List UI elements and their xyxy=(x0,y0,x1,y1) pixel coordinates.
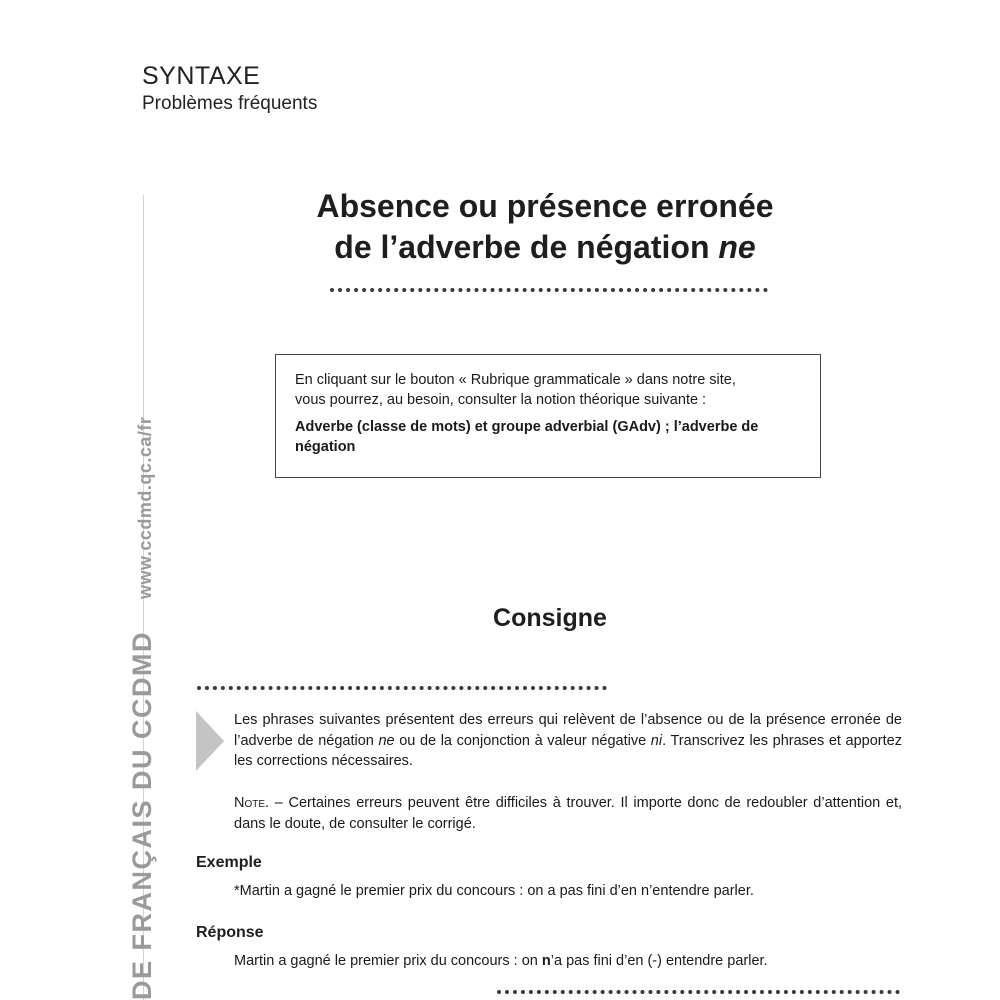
bottom-dotted-divider xyxy=(497,990,900,994)
info-notion: Adverbe (classe de mots) et groupe adverbial (GAdv) ; l’adverbe de négation xyxy=(295,419,759,455)
sidebar-url: www.ccdmd.qc.ca/fr xyxy=(135,416,155,599)
title-line-2-text: de l’adverbe de négation xyxy=(334,229,719,265)
title-line-2-emphasis: ne xyxy=(718,229,756,265)
sidebar-title: DE FRANÇAIS DU CCDMD xyxy=(127,631,157,1000)
reponse-correction: n xyxy=(541,953,551,969)
info-box xyxy=(275,354,821,478)
title-line-1: Absence ou présence erronée xyxy=(316,188,774,224)
consigne-text-b: ou de la conjonction à valeur négative xyxy=(394,732,651,749)
consigne-text-c: . Transcrivez les phrases et apportez les corrections nécessaires. xyxy=(234,732,902,769)
consigne-paragraph xyxy=(234,710,902,772)
info-line-2: vous pourrez, au besoin, consulter la notion théorique suivante : xyxy=(295,391,707,408)
section-name: SYNTAXE xyxy=(142,62,261,90)
reponse-text xyxy=(234,953,768,969)
reponse-text-a: Martin a gagné le premier prix du concours : on xyxy=(234,953,542,969)
consigne-text-a: Les phrases suivantes présentent des erreurs qui relèvent de l’absence ou de la présence erronée de l’adverbe de négation xyxy=(234,712,902,749)
exemple-text: *Martin a gagné le premier prix du concours : on a pas fini d’en n’entendre parler. xyxy=(234,883,754,899)
arrow-right-icon xyxy=(196,711,224,771)
consigne-em-ni: ni xyxy=(650,732,663,749)
subsection-name: Problèmes fréquents xyxy=(142,93,318,114)
sidebar-text xyxy=(127,417,158,1000)
reponse-label: Réponse xyxy=(196,924,264,941)
note-text: – Certaines erreurs peuvent être difficiles à trouver. Il importe donc de redoubler d’attention et, dans le doute, de consulter le corrigé. xyxy=(234,795,902,832)
title-dotted-divider xyxy=(330,288,768,292)
title-line-2 xyxy=(300,227,790,268)
consigne-heading: Consigne xyxy=(493,604,607,632)
consigne-dotted-divider xyxy=(197,686,607,690)
exemple-label: Exemple xyxy=(196,854,262,871)
reponse-text-b: ’a pas fini d’en (-) entendre parler. xyxy=(550,953,768,969)
page-title xyxy=(300,186,790,268)
note-label: Note. xyxy=(234,795,270,811)
consigne-em-ne: ne xyxy=(378,732,395,749)
info-line-1: En cliquant sur le bouton « Rubrique grammaticale » dans notre site, xyxy=(295,372,736,388)
note-paragraph xyxy=(234,793,902,834)
